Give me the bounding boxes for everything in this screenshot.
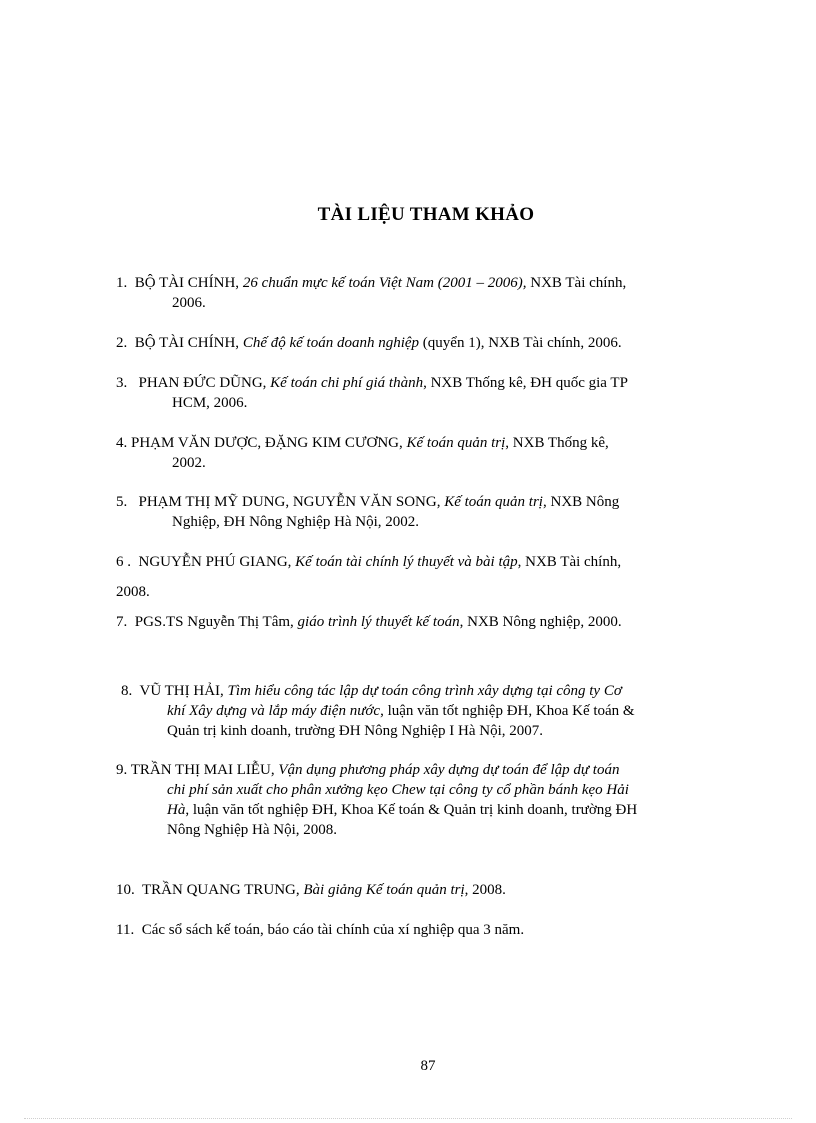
ref-number: 1.	[116, 275, 128, 291]
ref-title-cont: Hà	[167, 802, 186, 818]
ref-title: 26 chuẩn mực kế toán Việt Nam (2001 – 2006),	[242, 275, 527, 291]
ref-number: 3.	[116, 375, 128, 391]
reference-item-10	[116, 880, 738, 900]
ref-continuation: Quản trị kinh doanh, trường ĐH Nông Nghiệp I Hà Nội, 2007.	[167, 723, 544, 739]
ref-title-cont: khí Xây dựng và lắp máy điện nước	[167, 703, 381, 719]
ref-author: BỘ TÀI CHÍNH,	[134, 335, 240, 351]
ref-publisher: (quyển 1), NXB Tài chính, 2006.	[422, 335, 622, 351]
ref-publisher: , 2008.	[464, 882, 506, 898]
ref-number: 6 .	[116, 554, 131, 570]
ref-publisher: , luận văn tốt nghiệp ĐH, Khoa Kế toán & Quản trị kinh doanh, trường ĐH	[185, 802, 638, 818]
reference-item-1	[116, 273, 738, 313]
reference-item-5	[116, 492, 738, 532]
ref-author: TRẦN QUANG TRUNG,	[141, 882, 300, 898]
ref-number: 9.	[116, 762, 128, 778]
reference-item-11	[116, 920, 738, 940]
ref-continuation	[116, 800, 738, 820]
ref-publisher: , NXB Nông nghiệp, 2000.	[459, 614, 622, 630]
ref-publisher: , luận văn tốt nghiệp ĐH, Khoa Kế toán &	[380, 703, 635, 719]
ref-author: PGS.TS Nguyễn Thị Tâm,	[134, 614, 294, 630]
reference-item-6	[116, 552, 738, 602]
ref-number: 8.	[121, 683, 133, 699]
ref-author: PHẠM THỊ MỸ DUNG, NGUYỄN VĂN SONG,	[138, 494, 441, 510]
ref-continuation: Nghiệp, ĐH Nông Nghiệp Hà Nội, 2002.	[172, 514, 420, 530]
ref-publisher: , NXB Thống kê,	[505, 435, 609, 451]
reference-item-7	[116, 612, 738, 632]
reference-item-8	[121, 681, 738, 741]
ref-author: VŨ THỊ HẢI,	[139, 683, 224, 699]
ref-author: PHAN ĐỨC DŨNG,	[138, 375, 267, 391]
ref-author: NGUYỄN PHÚ GIANG,	[138, 554, 292, 570]
reference-item-4	[116, 433, 738, 473]
page-bottom-divider	[24, 1118, 792, 1119]
ref-title: Chế độ kế toán doanh nghiệp	[242, 335, 420, 351]
ref-title-cont: chi phí sản xuất cho phân xưởng kẹo Chew tại công ty cổ phần bánh kẹo Hải	[167, 782, 629, 798]
ref-title: Vận dụng phương pháp xây dựng dự toán để lập dự toán	[278, 762, 620, 778]
ref-author: TRẦN THỊ MAI LIỄU,	[130, 762, 275, 778]
ref-title: Kế toán chi phí giá thành	[270, 375, 424, 391]
ref-continuation: Nông Nghiệp Hà Nội, 2008.	[167, 822, 337, 838]
reference-item-3	[116, 373, 738, 413]
ref-title: Bài giảng Kế toán quản trị	[303, 882, 465, 898]
reference-item-2	[116, 333, 738, 353]
ref-number: 10.	[116, 882, 135, 898]
ref-number: 5.	[116, 494, 128, 510]
ref-author: PHẠM VĂN DƯỢC, ĐẶNG KIM CƯƠNG,	[131, 435, 403, 451]
ref-title: Kế toán tài chính lý thuyết và bài tập	[295, 554, 518, 570]
ref-continuation: 2002.	[172, 455, 206, 471]
ref-continuation	[116, 780, 738, 800]
ref-number: 4.	[116, 435, 128, 451]
ref-continuation: 2008.	[116, 584, 150, 600]
ref-number: 11.	[116, 922, 135, 938]
ref-title: Kế toán quản trị	[444, 494, 543, 510]
ref-title: Kế toán quản trị	[406, 435, 506, 451]
ref-title: giáo trình lý thuyết kế toán	[297, 614, 460, 630]
ref-continuation: HCM, 2006.	[172, 395, 248, 411]
ref-number: 7.	[116, 614, 128, 630]
ref-text: Các sổ sách kế toán, báo cáo tài chính của xí nghiệp qua 3 năm.	[141, 922, 525, 938]
page-title: TÀI LIỆU THAM KHẢO	[317, 204, 535, 225]
ref-author: BỘ TÀI CHÍNH,	[134, 275, 240, 291]
ref-continuation	[121, 701, 738, 721]
ref-publisher: , NXB Tài chính,	[517, 554, 622, 570]
reference-item-9	[116, 760, 738, 840]
ref-publisher: NXB Tài chính,	[530, 275, 627, 291]
ref-title: Tìm hiểu công tác lập dự toán công trình xây dựng tại công ty Cơ	[227, 683, 622, 699]
ref-number: 2.	[116, 335, 128, 351]
ref-publisher: , NXB Thống kê, ĐH quốc gia TP	[423, 375, 628, 391]
page-number: 87	[420, 1058, 436, 1074]
ref-publisher: , NXB Nông	[542, 494, 620, 510]
ref-continuation: 2006.	[172, 295, 206, 311]
